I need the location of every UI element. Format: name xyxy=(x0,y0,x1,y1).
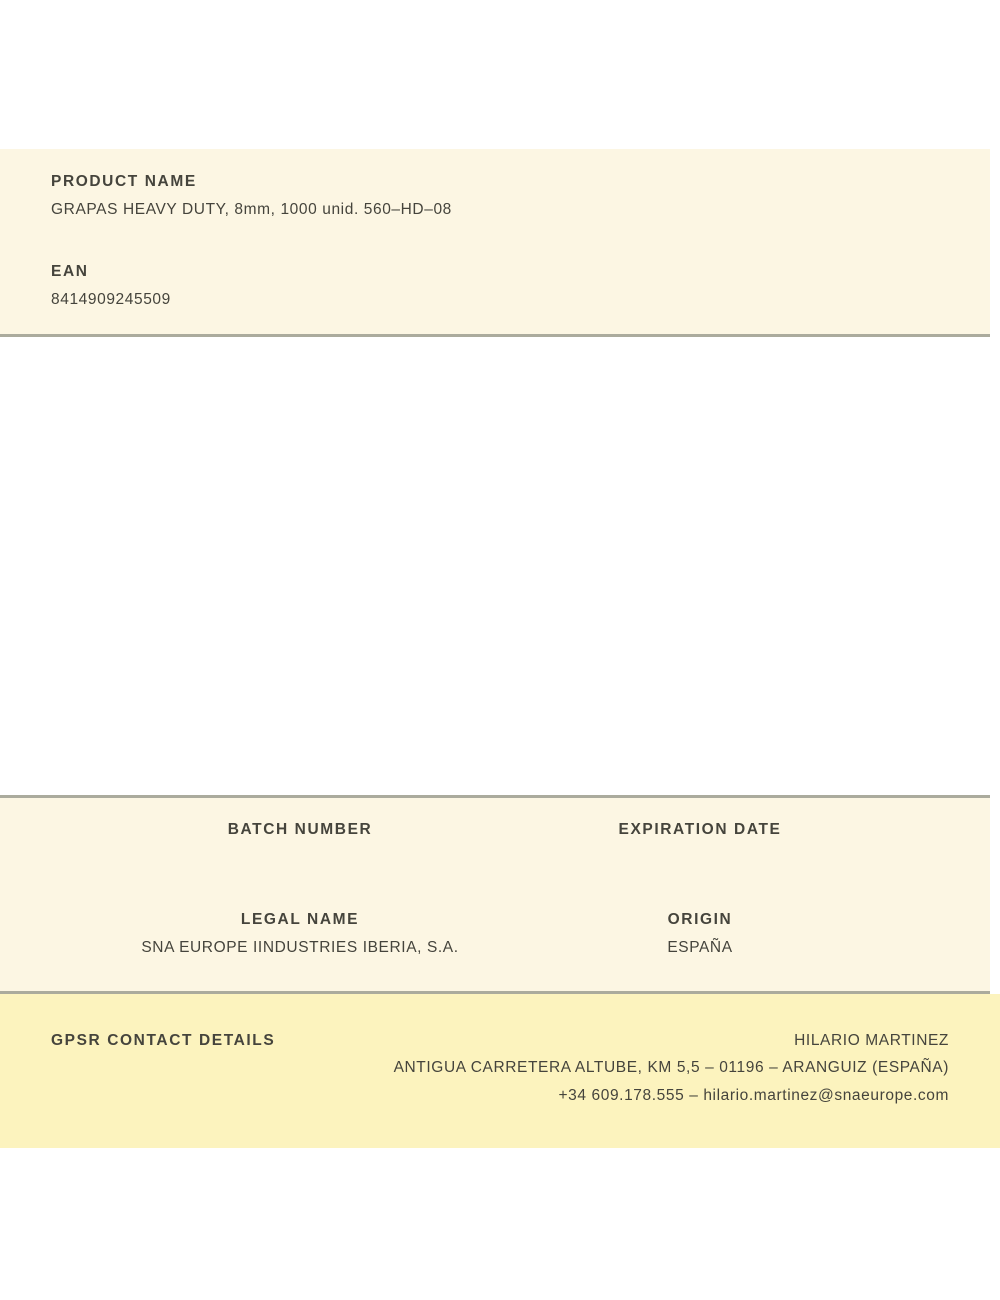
legal-name-value: SNA EUROPE IINDUSTRIES IBERIA, S.A. xyxy=(141,939,459,956)
expiration-date-label: EXPIRATION DATE xyxy=(618,821,782,838)
batch-legal-section xyxy=(0,795,990,994)
ean-label: EAN xyxy=(51,263,89,280)
gpsr-contact-title: GPSR CONTACT DETAILS xyxy=(51,1032,276,1049)
product-name-label: PRODUCT NAME xyxy=(51,173,197,190)
gpsr-contact-name: HILARIO MARTINEZ xyxy=(794,1032,949,1049)
product-name-value: GRAPAS HEAVY DUTY, 8mm, 1000 unid. 560–HD–08 xyxy=(51,201,452,218)
gpsr-contact-address: ANTIGUA CARRETERA ALTUBE, KM 5,5 – 01196 – ARANGUIZ (ESPAÑA) xyxy=(393,1059,949,1076)
batch-number-label: BATCH NUMBER xyxy=(227,821,373,838)
product-section xyxy=(0,149,990,337)
legal-name-label: LEGAL NAME xyxy=(240,911,360,928)
origin-value: ESPAÑA xyxy=(667,939,733,956)
gpsr-section xyxy=(0,994,1000,1148)
origin-label: ORIGIN xyxy=(667,911,733,928)
gpsr-contact-phone-email: +34 609.178.555 – hilario.martinez@snaeurope.com xyxy=(558,1087,949,1104)
ean-value: 8414909245509 xyxy=(51,291,171,308)
